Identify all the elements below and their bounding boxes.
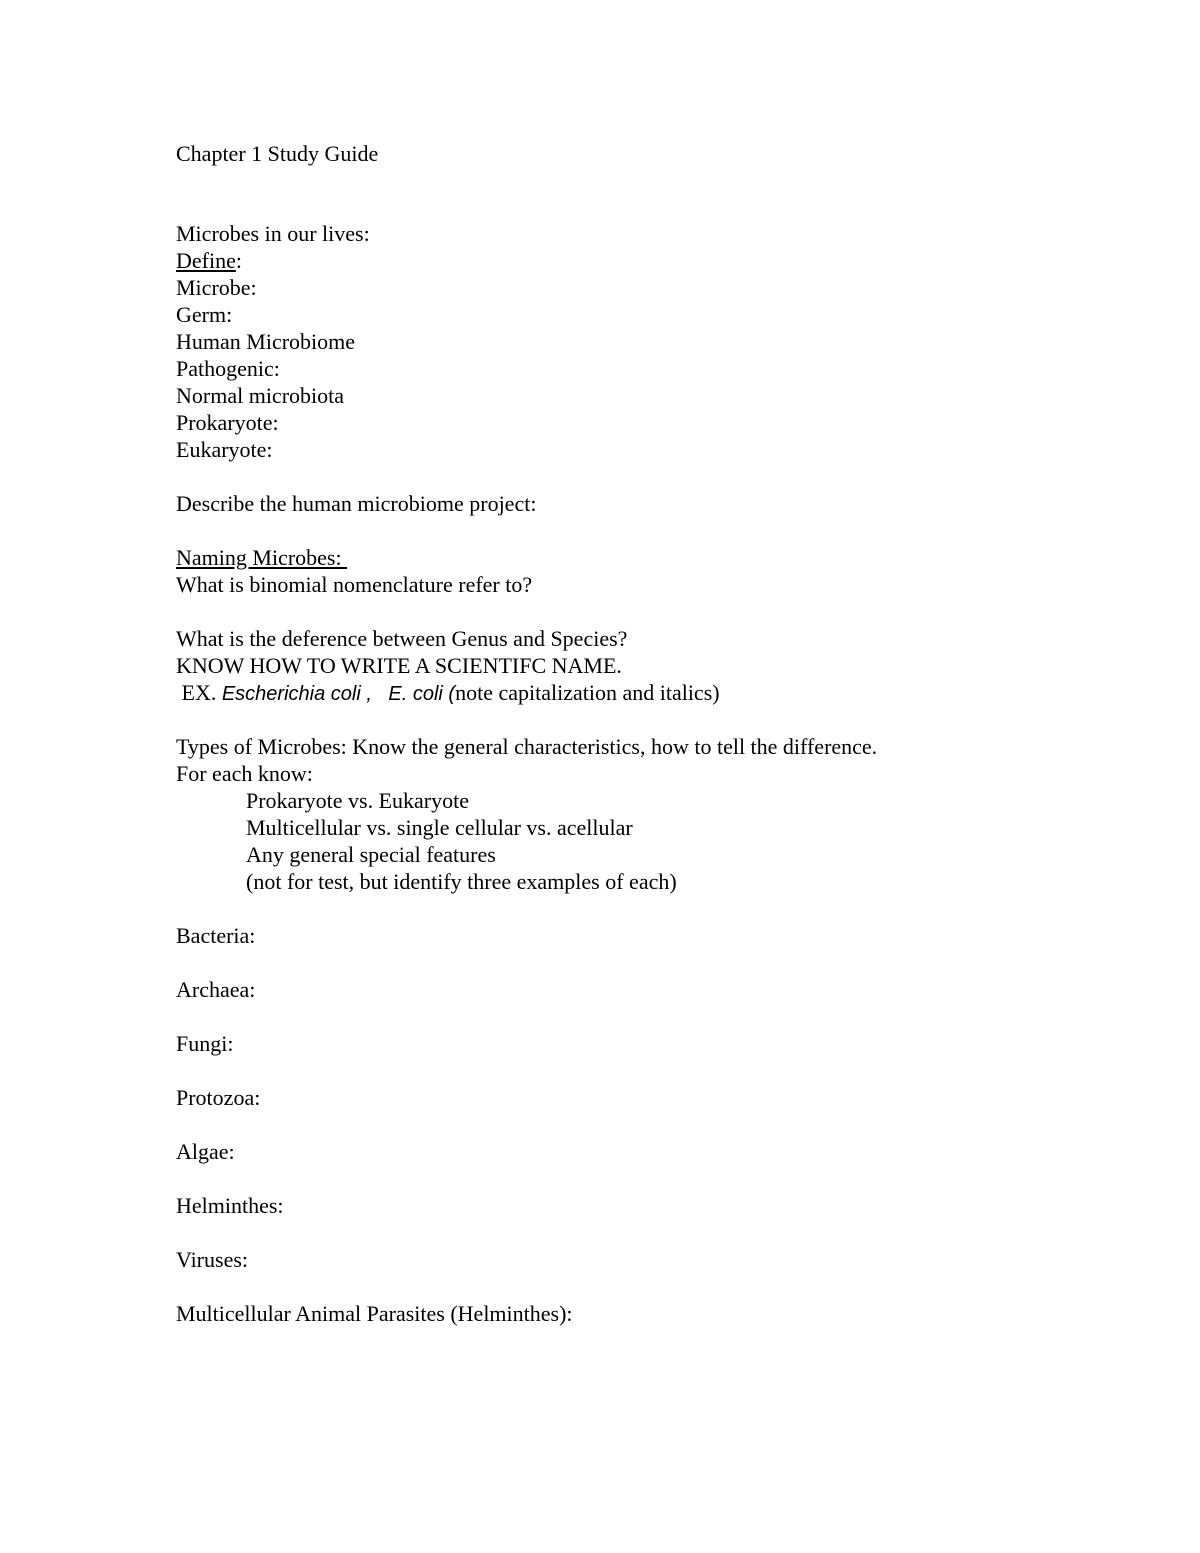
spacer: [176, 1111, 1136, 1138]
for-each-know: For each know:: [176, 761, 313, 786]
group-algae: Algae:: [176, 1139, 235, 1164]
define-line: [176, 247, 1136, 274]
microbes-heading: Microbes in our lives:: [176, 221, 370, 246]
term-human-microbiome: Human Microbiome: [176, 329, 356, 354]
criterion-cellularity: Multicellular vs. single cellular vs. acellular: [246, 815, 633, 840]
scientific-name-example: [176, 679, 1136, 706]
group-protozoa: Protozoa:: [176, 1085, 261, 1110]
spacer: [176, 949, 1136, 976]
example-gap: [372, 680, 389, 705]
genus-species-question: What is the deference between Genus and Species?: [176, 626, 628, 651]
term-pathogenic: Pathogenic:: [176, 356, 280, 381]
study-guide-page: [176, 140, 1136, 1327]
term-microbe: Microbe:: [176, 275, 257, 300]
example-note: note capitalization and italics): [455, 680, 720, 705]
spacer: [176, 1003, 1136, 1030]
spacer: [176, 1165, 1136, 1192]
group-archaea: Archaea:: [176, 977, 256, 1002]
term-normal-microbiota: Normal microbiota: [176, 383, 345, 408]
criterion-prokaryote-eukaryote: Prokaryote vs. Eukaryote: [246, 788, 469, 813]
spacer: [176, 598, 1136, 625]
group-viruses: Viruses:: [176, 1247, 249, 1272]
microbiome-project-question: Describe the human microbiome project:: [176, 491, 537, 516]
naming-heading: Naming Microbes:: [176, 545, 348, 570]
spacer: [176, 463, 1136, 490]
criterion-examples-note: (not for test, but identify three examples of each): [246, 869, 677, 894]
spacer: [176, 1057, 1136, 1084]
spacer: [176, 706, 1136, 733]
criterion-special-features: Any general special features: [246, 842, 496, 867]
example-paren: (: [442, 683, 456, 705]
define-label: Define: [176, 248, 236, 273]
term-prokaryote: Prokaryote:: [176, 410, 279, 435]
page-title: Chapter 1 Study Guide: [176, 141, 379, 166]
term-germ: Germ:: [176, 302, 233, 327]
group-fungi: Fungi:: [176, 1031, 234, 1056]
group-helminthes: Helminthes:: [176, 1193, 284, 1218]
group-multicellular-parasites: Multicellular Animal Parasites (Helminthes):: [176, 1301, 573, 1326]
define-colon: :: [235, 248, 242, 273]
binomial-question: What is binomial nomenclature refer to?: [176, 572, 533, 597]
example-full-name: Escherichia coli ,: [221, 683, 372, 705]
group-bacteria: Bacteria:: [176, 923, 256, 948]
types-intro: Types of Microbes: Know the general characteristics, how to tell the difference.: [176, 734, 878, 759]
example-abbreviated-name: E. coli: [388, 683, 443, 705]
term-eukaryote: Eukaryote:: [176, 437, 273, 462]
spacer: [176, 895, 1136, 922]
spacer: [176, 167, 1136, 220]
example-prefix: EX.: [176, 680, 222, 705]
spacer: [176, 1219, 1136, 1246]
scientific-name-instruction: KNOW HOW TO WRITE A SCIENTIFC NAME.: [176, 653, 622, 678]
spacer: [176, 1273, 1136, 1300]
spacer: [176, 517, 1136, 544]
